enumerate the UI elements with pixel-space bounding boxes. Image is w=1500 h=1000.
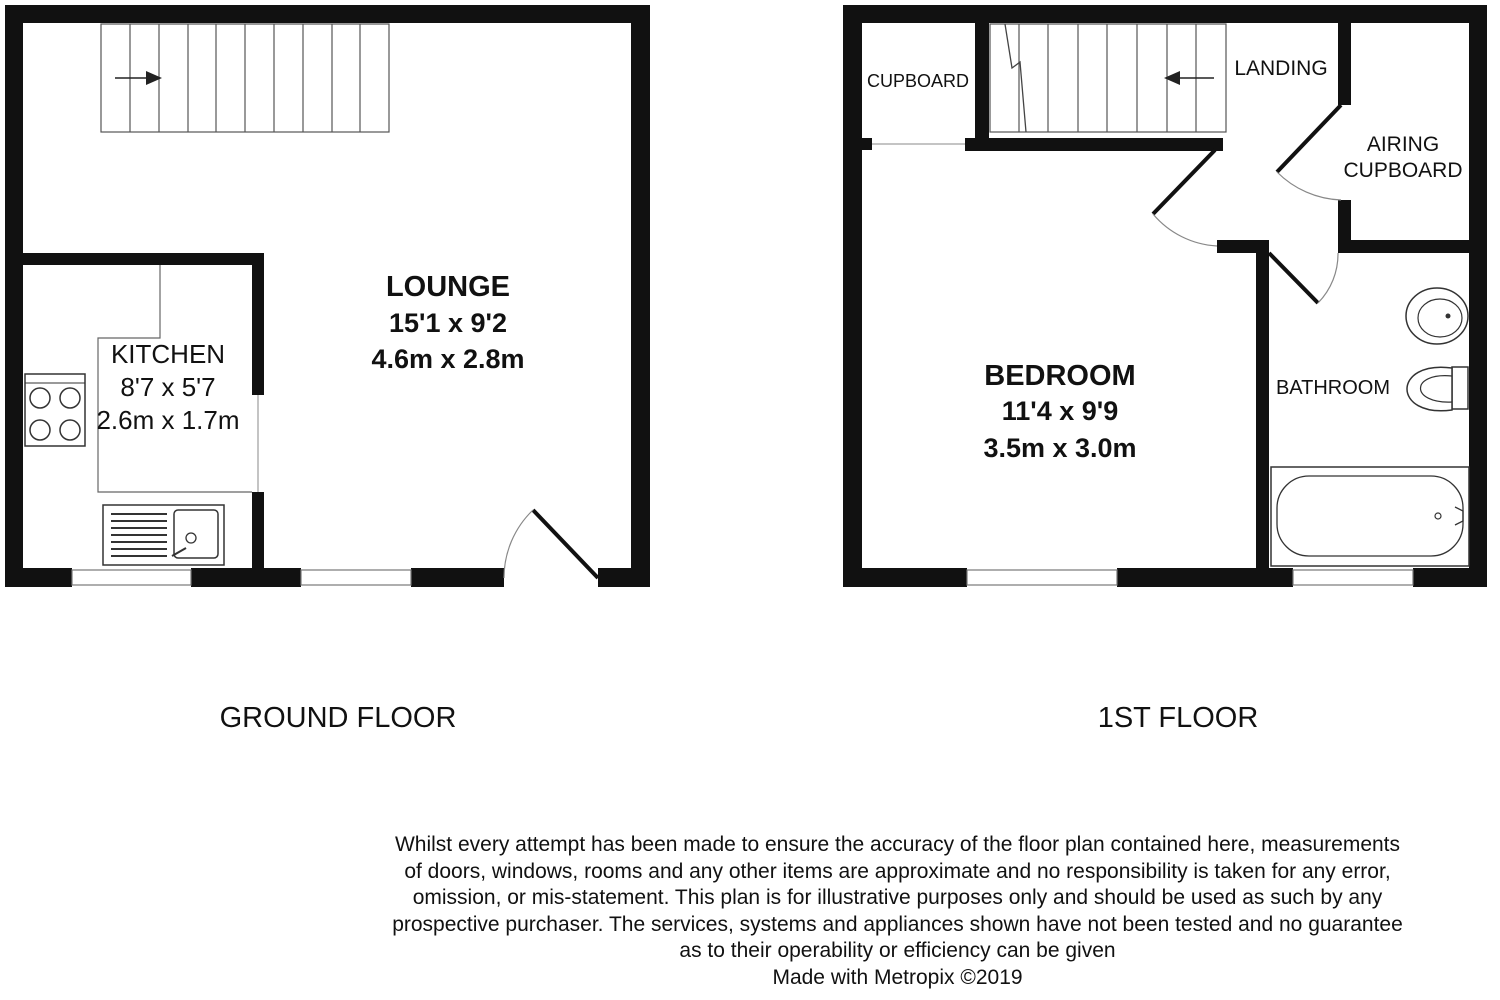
disclaimer-line: as to their operability or efficiency can be given <box>679 939 1116 962</box>
lounge-metric: 4.6m x 2.8m <box>371 344 525 374</box>
bath-icon <box>1271 467 1469 566</box>
basin-icon <box>1406 288 1468 344</box>
ground-stairs <box>101 24 389 132</box>
disclaimer-line: Whilst every attempt has been made to ensure the accuracy of the floor plan contained here, measurements <box>394 833 1401 856</box>
bathroom-door <box>1269 253 1338 303</box>
hob-icon <box>25 374 85 446</box>
first-window <box>1293 570 1413 585</box>
first-stairs <box>990 24 1226 132</box>
sink-icon <box>103 505 224 565</box>
ground-floor-plan <box>5 5 650 734</box>
disclaimer <box>330 832 1465 991</box>
first-floor-plan <box>843 5 1487 734</box>
ground-door <box>504 510 598 578</box>
first-window <box>967 570 1117 585</box>
disclaimer-line: prospective purchaser. The services, systems and appliances shown have not been tested and no guarantee <box>392 912 1403 936</box>
first-floor-label: 1ST FLOOR <box>1097 702 1259 734</box>
bedroom-imperial: 11'4 x 9'9 <box>1001 396 1119 426</box>
kitchen-metric: 2.6m x 1.7m <box>96 405 240 435</box>
kitchen-label <box>96 339 239 435</box>
bedroom-name: BEDROOM <box>984 360 1136 392</box>
lounge-imperial: 15'1 x 9'2 <box>389 308 507 338</box>
kitchen-name: KITCHEN <box>110 339 226 369</box>
cupboard-label: CUPBOARD <box>866 71 970 91</box>
landing-label: LANDING <box>1234 57 1328 80</box>
toilet-icon <box>1407 367 1468 411</box>
bedroom-door <box>1153 150 1217 246</box>
ground-window <box>301 570 411 585</box>
bedroom-metric: 3.5m x 3.0m <box>983 433 1137 463</box>
airing-cupboard-door <box>1277 105 1341 200</box>
lounge-name: LOUNGE <box>385 271 511 303</box>
disclaimer-line: of doors, windows, rooms and any other items are approximate and no responsibility is taken for any error, <box>404 859 1391 883</box>
bedroom-label <box>983 360 1136 463</box>
bathroom-label: BATHROOM <box>1275 377 1391 399</box>
ground-window <box>72 570 191 585</box>
copyright-line: Made with Metropix ©2019 <box>772 965 1023 989</box>
airing-label-line1: AIRING <box>1366 133 1440 156</box>
ground-floor-label: GROUND FLOOR <box>219 702 457 734</box>
lounge-label <box>371 271 524 374</box>
kitchen-imperial: 8'7 x 5'7 <box>120 372 216 402</box>
disclaimer-line: omission, or mis-statement. This plan is for illustrative purposes only and should be used as such by any <box>412 886 1383 909</box>
airing-label-line2: CUPBOARD <box>1343 159 1463 182</box>
